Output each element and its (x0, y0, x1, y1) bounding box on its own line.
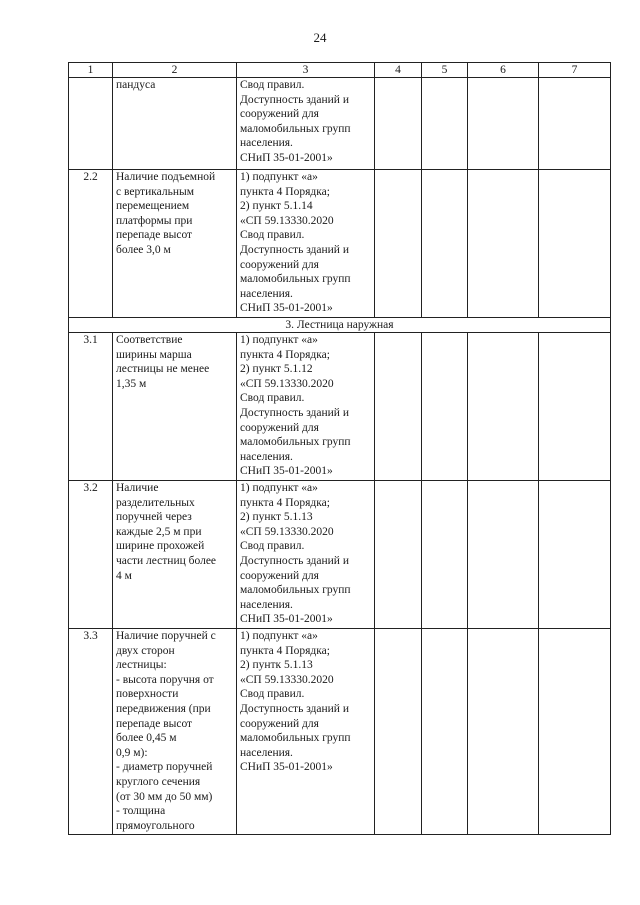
text-line: СНиП 35-01-2001» (240, 465, 333, 478)
text-line: 2) пункт 5.1.12 (240, 363, 313, 376)
text-line: маломобильных групп (240, 436, 351, 449)
text-line: населения. (240, 137, 293, 150)
text-line: круглого сечения (116, 775, 201, 788)
normative-reference (237, 78, 375, 170)
text-line: - толщина (116, 805, 166, 818)
table-row (69, 333, 611, 481)
normative-reference (237, 629, 375, 835)
text-line: более 0,45 м (116, 732, 177, 745)
text-line: поручней через (116, 511, 192, 524)
text-line: 1) подпункт «а» (240, 630, 318, 642)
text-line: с вертикальным (116, 185, 194, 198)
text-line: пандуса (116, 79, 156, 91)
text-line: платформы при (116, 214, 193, 227)
empty-cell (468, 78, 539, 170)
text-line: разделительных (116, 496, 195, 509)
empty-cell (375, 170, 422, 318)
text-line: перепаде высот (116, 717, 193, 730)
requirement-name (113, 629, 237, 835)
text-line: Доступность зданий и (240, 406, 349, 419)
text-line: - высота поручня от (116, 673, 214, 686)
text-line: маломобильных групп (240, 732, 351, 745)
text-line: Свод правил. (240, 688, 305, 701)
text-line: Доступность зданий и (240, 93, 349, 106)
text-line: населения. (240, 287, 293, 300)
empty-cell (468, 333, 539, 481)
text-line: ширине прохожей (116, 540, 205, 553)
column-header: 6 (468, 63, 539, 78)
text-line: Свод правил. (240, 79, 305, 91)
column-header: 7 (539, 63, 611, 78)
text-line: 2) пункт 5.1.13 (240, 511, 313, 524)
text-line: населения. (240, 746, 293, 759)
text-line: каждые 2,5 м при (116, 525, 202, 538)
text-line: лестницы: (116, 659, 167, 672)
empty-cell (422, 170, 468, 318)
table-row (69, 78, 611, 170)
table-row (69, 481, 611, 629)
requirements-table (68, 62, 611, 835)
text-line: поверхности (116, 688, 179, 701)
empty-cell (375, 333, 422, 481)
text-line: «СП 59.13330.2020 (240, 214, 334, 227)
text-line: двух сторон (116, 644, 175, 657)
text-line: - диаметр поручней (116, 761, 213, 774)
text-line: маломобильных групп (240, 273, 351, 286)
text-line: передвижения (при (116, 702, 211, 715)
text-line: маломобильных групп (240, 122, 351, 135)
table-row (69, 170, 611, 318)
text-line: перемещением (116, 200, 190, 213)
empty-cell (422, 78, 468, 170)
text-line: пункта 4 Порядка; (240, 644, 330, 657)
column-header: 1 (69, 63, 113, 78)
text-line: 2) пунтк 5.1.13 (240, 659, 313, 672)
section-title: 3. Лестница наружная (69, 318, 611, 333)
text-line: 1) подпункт «а» (240, 334, 318, 346)
text-line: сооружений для (240, 569, 319, 582)
text-line: Соответствие (116, 334, 183, 346)
empty-cell (539, 481, 611, 629)
requirement-name (113, 333, 237, 481)
table-row (69, 629, 611, 835)
empty-cell (422, 481, 468, 629)
empty-cell (468, 481, 539, 629)
normative-reference (237, 481, 375, 629)
text-line: сооружений для (240, 421, 319, 434)
requirement-name (113, 170, 237, 318)
empty-cell (539, 629, 611, 835)
text-line: 1) подпункт «а» (240, 171, 318, 183)
row-number: 3.1 (69, 333, 113, 481)
row-number: 3.2 (69, 481, 113, 629)
text-line: сооружений для (240, 108, 319, 121)
text-line: пункта 4 Порядка; (240, 348, 330, 361)
requirement-name (113, 78, 237, 170)
text-line: 4 м (116, 569, 132, 582)
text-line: Наличие поручней с (116, 630, 216, 642)
column-header: 3 (237, 63, 375, 78)
normative-reference (237, 333, 375, 481)
text-line: 2) пункт 5.1.14 (240, 200, 313, 213)
text-line: Свод правил. (240, 392, 305, 405)
row-number: 2.2 (69, 170, 113, 318)
text-line: Доступность зданий и (240, 554, 349, 567)
row-number (69, 78, 113, 170)
empty-cell (539, 78, 611, 170)
empty-cell (539, 333, 611, 481)
text-line: населения. (240, 450, 293, 463)
normative-reference (237, 170, 375, 318)
empty-cell (468, 629, 539, 835)
column-header: 4 (375, 63, 422, 78)
section-heading-row (69, 318, 611, 333)
text-line: перепаде высот (116, 229, 193, 242)
empty-cell (422, 629, 468, 835)
text-line: населения. (240, 598, 293, 611)
text-line: ширины марша (116, 348, 192, 361)
text-line: СНиП 35-01-2001» (240, 302, 333, 315)
column-header: 2 (113, 63, 237, 78)
page-number: 24 (313, 30, 327, 45)
text-line: Доступность зданий и (240, 243, 349, 256)
empty-cell (422, 333, 468, 481)
empty-cell (539, 170, 611, 318)
requirement-name (113, 481, 237, 629)
text-line: сооружений для (240, 258, 319, 271)
text-line: части лестниц более (116, 554, 217, 567)
text-line: «СП 59.13330.2020 (240, 377, 334, 390)
text-line: сооружений для (240, 717, 319, 730)
text-line: Свод правил. (240, 540, 305, 553)
text-line: пункта 4 Порядка; (240, 496, 330, 509)
text-line: «СП 59.13330.2020 (240, 673, 334, 686)
text-line: 1,35 м (116, 377, 147, 390)
text-line: более 3,0 м (116, 243, 171, 256)
empty-cell (375, 629, 422, 835)
column-number-header (69, 63, 611, 78)
text-line: 1) подпункт «а» (240, 482, 318, 494)
text-line: (от 30 мм до 50 мм) (116, 790, 213, 803)
empty-cell (375, 481, 422, 629)
text-line: Наличие (116, 482, 159, 494)
text-line: Доступность зданий и (240, 702, 349, 715)
text-line: 0,9 м): (116, 746, 148, 759)
column-header: 5 (422, 63, 468, 78)
text-line: СНиП 35-01-2001» (240, 761, 333, 774)
text-line: прямоугольного (116, 819, 195, 832)
text-line: Свод правил. (240, 229, 305, 242)
text-line: пункта 4 Порядка; (240, 185, 330, 198)
empty-cell (468, 170, 539, 318)
text-line: «СП 59.13330.2020 (240, 525, 334, 538)
text-line: маломобильных групп (240, 584, 351, 597)
row-number: 3.3 (69, 629, 113, 835)
text-line: Наличие подъемной (116, 171, 216, 183)
text-line: СНиП 35-01-2001» (240, 151, 333, 164)
text-line: лестницы не менее (116, 363, 210, 376)
empty-cell (375, 78, 422, 170)
text-line: СНиП 35-01-2001» (240, 613, 333, 626)
